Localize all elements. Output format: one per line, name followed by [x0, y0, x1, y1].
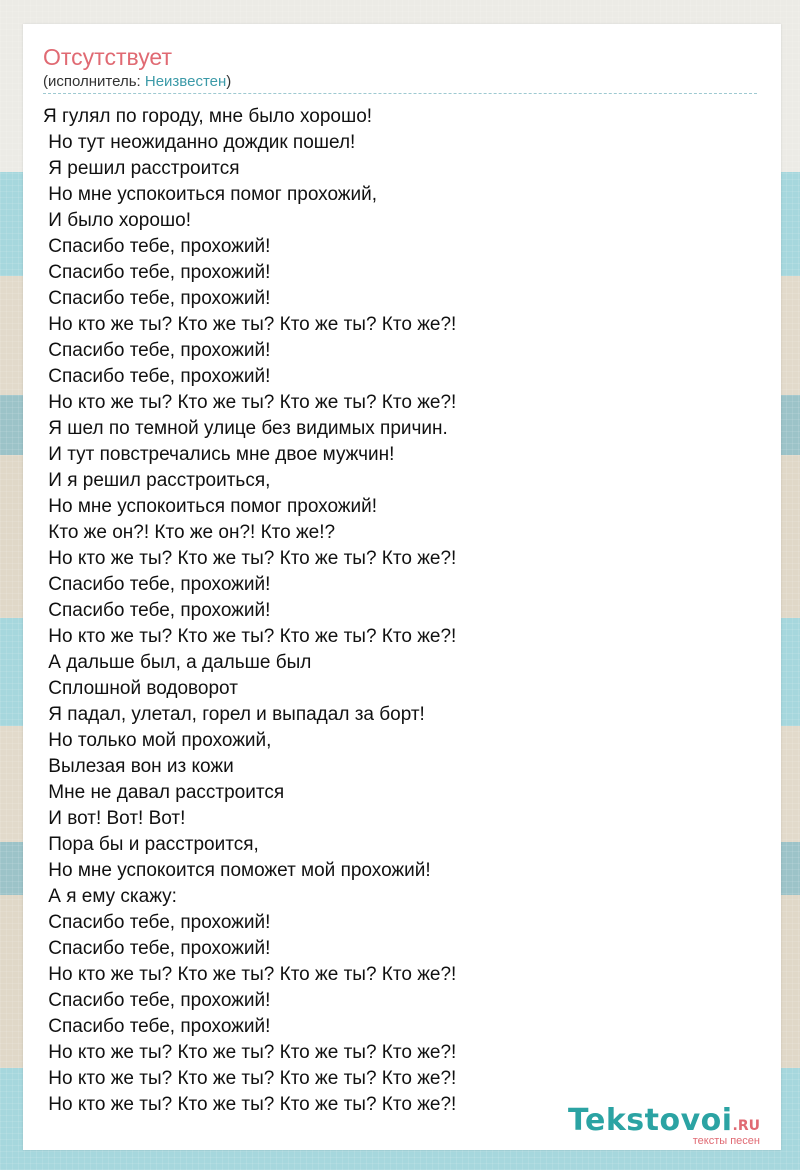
lyric-line: Но тут неожиданно дождик пошел! — [43, 132, 356, 153]
lyric-line: И тут повстречались мне двое мужчин! — [43, 444, 395, 465]
lyric-line: Но кто же ты? Кто же ты? Кто же ты? Кто же?! — [43, 314, 457, 335]
lyric-line: Но кто же ты? Кто же ты? Кто же ты? Кто же?! — [43, 1042, 457, 1063]
lyric-line: Спасибо тебе, прохожий! — [43, 366, 271, 387]
lyric-line: Кто же он?! Кто же он?! Кто же!? — [43, 522, 336, 543]
title-divider — [43, 93, 757, 94]
lyric-line: Сплошной водоворот — [43, 678, 238, 699]
lyric-line: Я шел по темной улице без видимых причин. — [43, 418, 448, 439]
lyric-line: Но кто же ты? Кто же ты? Кто же ты? Кто же?! — [43, 626, 457, 647]
lyric-line: Но кто же ты? Кто же ты? Кто же ты? Кто же?! — [43, 548, 457, 569]
lyric-line: Спасибо тебе, прохожий! — [43, 600, 271, 621]
lyric-line: И было хорошо! — [43, 210, 191, 231]
logo-tld: .RU — [732, 1118, 761, 1134]
lyric-line: Но кто же ты? Кто же ты? Кто же ты? Кто же?! — [43, 1068, 457, 1089]
lyric-line: Мне не давал расстроится — [43, 782, 285, 803]
lyrics-card — [23, 24, 781, 1150]
lyric-line: Но кто же ты? Кто же ты? Кто же ты? Кто же?! — [43, 392, 457, 413]
song-title: Отсутствует — [43, 44, 172, 70]
logo-brand: Tekstovoi — [568, 1103, 733, 1138]
lyric-line: Я решил расстроится — [43, 158, 240, 179]
lyric-line: Я падал, улетал, горел и выпадал за борт! — [43, 704, 425, 725]
lyric-line: И я решил расстроиться, — [43, 470, 271, 491]
lyrics-text — [43, 104, 743, 1118]
site-logo[interactable] — [568, 1103, 778, 1147]
artist-prefix: (исполнитель: — [43, 73, 145, 90]
lyric-line: Спасибо тебе, прохожий! — [43, 288, 271, 309]
lyric-line: Спасибо тебе, прохожий! — [43, 938, 271, 959]
logo-tagline: тексты песен — [692, 1135, 760, 1147]
lyric-line: Спасибо тебе, прохожий! — [43, 1016, 271, 1037]
lyric-line: Спасибо тебе, прохожий! — [43, 236, 271, 257]
artist-link[interactable]: Неизвестен — [144, 73, 227, 90]
lyric-line: А я ему скажу: — [43, 886, 177, 907]
artist-suffix: ) — [226, 73, 232, 90]
lyric-line: Но кто же ты? Кто же ты? Кто же ты? Кто же?! — [43, 1094, 457, 1115]
lyric-line: Спасибо тебе, прохожий! — [43, 340, 271, 361]
lyric-line: Спасибо тебе, прохожий! — [43, 990, 271, 1011]
artist-line — [43, 73, 231, 91]
lyric-line: Но мне успокоится поможет мой прохожий! — [43, 860, 431, 881]
lyric-line: Но мне успокоиться помог прохожий, — [43, 184, 378, 205]
lyric-line: И вот! Вот! Вот! — [43, 808, 186, 829]
lyric-line: Но мне успокоиться помог прохожий! — [43, 496, 378, 517]
lyric-line: Вылезая вон из кожи — [43, 756, 234, 777]
lyric-line: Пора бы и расстроится, — [43, 834, 259, 855]
lyric-line: Но только мой прохожий, — [43, 730, 272, 751]
lyric-line: Но кто же ты? Кто же ты? Кто же ты? Кто же?! — [43, 964, 457, 985]
lyric-line: Спасибо тебе, прохожий! — [43, 262, 271, 283]
lyric-line: Спасибо тебе, прохожий! — [43, 574, 271, 595]
lyric-line: Спасибо тебе, прохожий! — [43, 912, 271, 933]
lyric-line: Я гулял по городу, мне было хорошо! — [43, 106, 373, 127]
lyric-line: А дальше был, а дальше был — [43, 652, 312, 673]
